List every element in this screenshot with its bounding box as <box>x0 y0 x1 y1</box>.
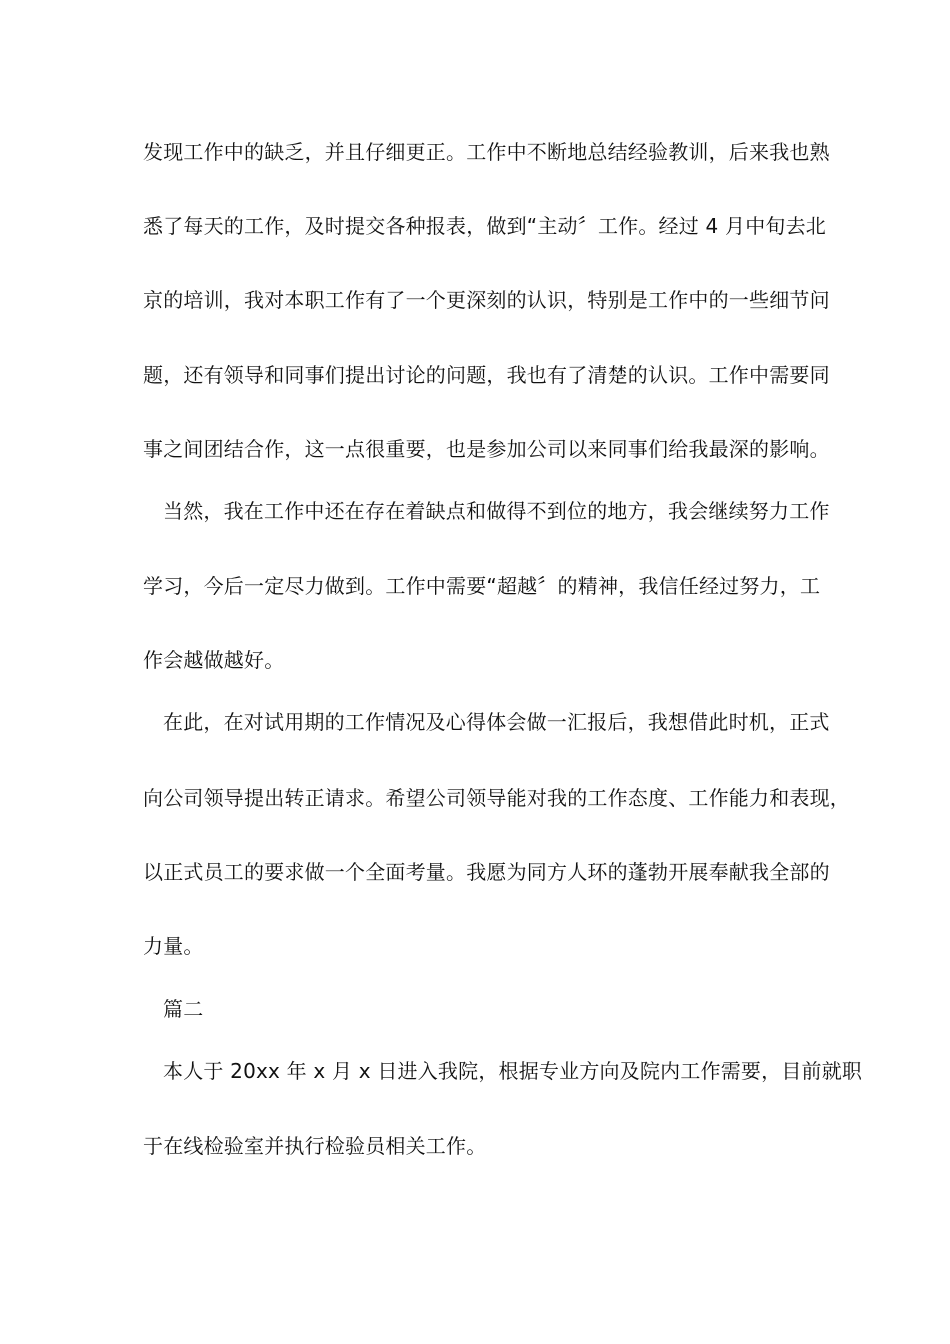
section-heading: 篇二 <box>163 997 204 1021</box>
text-line-14: 本人于 20xx 年 x 月 x 日进入我院，根据专业方向及院内工作需要，目前就职 <box>163 1059 863 1083</box>
text-line-3: 京的培训，我对本职工作有了一个更深刻的认识，特别是工作中的一些细节问 <box>143 288 830 312</box>
text-line-2: 悉了每天的工作，及时提交各种报表，做到“主动〞工作。经过 4 月中旬去北 <box>143 214 827 238</box>
text-line-1: 发现工作中的缺乏，并且仔细更正。工作中不断地总结经验教训，后来我也熟 <box>143 140 830 164</box>
text-line-11: 以正式员工的要求做一个全面考量。我愿为同方人环的蓬勃开展奉献我全部的 <box>143 860 830 884</box>
text-line-15: 于在线检验室并执行检验员相关工作。 <box>143 1134 487 1158</box>
text-line-7: 学习，今后一定尽力做到。工作中需要“超越〞的精神，我信任经过努力，工 <box>143 574 821 598</box>
text-line-12: 力量。 <box>143 934 204 958</box>
text-line-5: 事之间团结合作，这一点很重要，也是参加公司以来同事们给我最深的影响。 <box>143 437 830 461</box>
text-line-10: 向公司领导提出转正请求。希望公司领导能对我的工作态度、工作能力和表现， <box>143 786 850 810</box>
text-line-4: 题，还有领导和同事们提出讨论的问题，我也有了清楚的认识。工作中需要同 <box>143 363 830 387</box>
text-line-6: 当然，我在工作中还在存在着缺点和做得不到位的地方，我会继续努力工作 <box>163 499 830 523</box>
text-line-8: 作会越做越好。 <box>143 648 285 672</box>
text-line-9: 在此，在对试用期的工作情况及心得体会做一汇报后，我想借此时机，正式 <box>163 710 830 734</box>
